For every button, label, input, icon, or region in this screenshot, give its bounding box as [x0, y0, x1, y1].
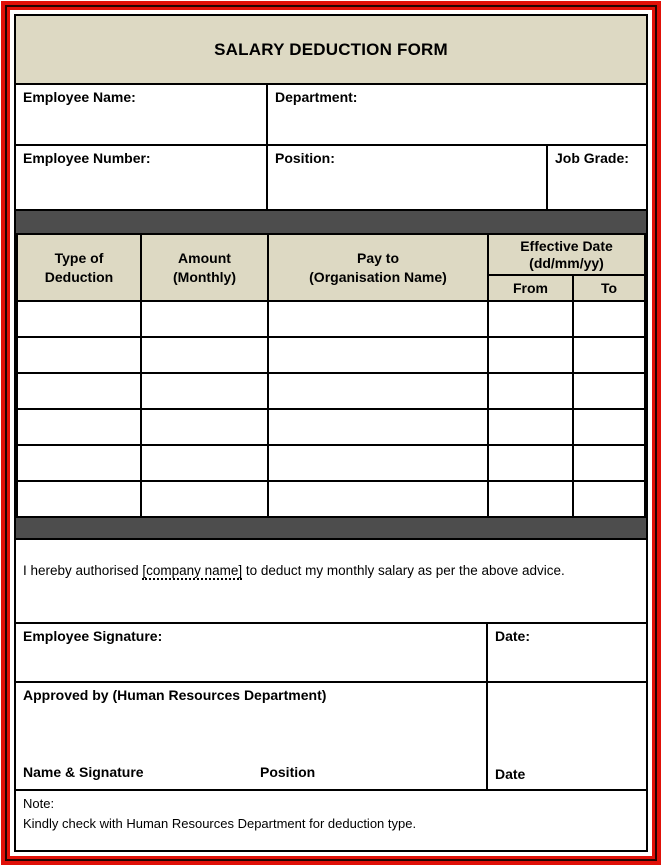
empty-cell[interactable]	[17, 301, 141, 337]
table-row	[17, 337, 645, 373]
table-row	[17, 445, 645, 481]
note-text: Kindly check with Human Resources Department for deduction type.	[23, 815, 417, 831]
employee-number-cell[interactable]	[16, 146, 268, 209]
empty-cell[interactable]	[573, 409, 645, 445]
empty-cell[interactable]	[488, 409, 573, 445]
empty-cell[interactable]	[141, 373, 268, 409]
employee-name-cell[interactable]	[16, 85, 268, 144]
employee-signature-cell[interactable]	[16, 624, 488, 681]
empty-cell[interactable]	[573, 337, 645, 373]
empty-cell[interactable]	[141, 337, 268, 373]
empty-cell[interactable]	[268, 301, 488, 337]
signature-row	[16, 624, 646, 683]
salary-deduction-form	[14, 14, 648, 852]
employee-signature-label: Employee Signature:	[23, 628, 163, 644]
empty-cell[interactable]	[17, 445, 141, 481]
empty-cell[interactable]	[573, 373, 645, 409]
empty-cell[interactable]	[17, 481, 141, 517]
employee-number-label: Employee Number:	[23, 150, 151, 166]
empty-cell[interactable]	[268, 481, 488, 517]
deduction-table	[16, 233, 646, 518]
empty-cell[interactable]	[488, 481, 573, 517]
empty-cell[interactable]	[141, 301, 268, 337]
approved-by-label: Approved by (Human Resources Department)	[23, 687, 327, 703]
empty-cell[interactable]	[17, 373, 141, 409]
department-cell[interactable]	[268, 85, 646, 144]
divider-bar-bottom	[16, 518, 646, 540]
position-cell[interactable]	[268, 146, 548, 209]
table-row	[17, 373, 645, 409]
empty-cell[interactable]	[268, 373, 488, 409]
authorization-text: I hereby authorised [company name] to deduct my monthly salary as per the above advice.	[23, 563, 565, 578]
approval-bottom-labels	[16, 764, 486, 782]
table-row	[17, 301, 645, 337]
company-name-placeholder[interactable]: [company name]	[142, 563, 243, 578]
divider-bar-top	[16, 211, 646, 233]
empty-cell[interactable]	[488, 373, 573, 409]
empty-cell[interactable]	[17, 337, 141, 373]
empty-cell[interactable]	[488, 445, 573, 481]
authorization-section	[16, 540, 646, 624]
empty-cell[interactable]	[17, 409, 141, 445]
employee-name-row	[16, 85, 646, 146]
table-row	[17, 481, 645, 517]
approval-cell[interactable]	[16, 683, 488, 789]
note-section	[16, 791, 646, 850]
col-header-amount-monthly: Amount (Monthly)	[141, 234, 268, 301]
outer-red-frame	[1, 1, 661, 865]
empty-cell[interactable]	[141, 409, 268, 445]
deduction-table-body	[17, 301, 645, 517]
empty-cell[interactable]	[488, 337, 573, 373]
approval-date-label: Date	[495, 766, 526, 782]
note-label: Note:	[23, 796, 55, 811]
empty-cell[interactable]	[488, 301, 573, 337]
col-header-to: To	[573, 275, 645, 301]
col-header-pay-to: Pay to (Organisation Name)	[268, 234, 488, 301]
approval-date-cell[interactable]	[488, 683, 646, 789]
job-grade-label: Job Grade:	[555, 150, 629, 166]
job-grade-cell[interactable]	[548, 146, 646, 209]
empty-cell[interactable]	[573, 301, 645, 337]
col-header-from: From	[488, 275, 573, 301]
signature-date-cell[interactable]	[488, 624, 646, 681]
employee-number-row	[16, 146, 646, 211]
col-header-type-of-deduction: Type of Deduction	[17, 234, 141, 301]
empty-cell[interactable]	[268, 337, 488, 373]
approval-row	[16, 683, 646, 791]
department-label: Department:	[275, 89, 358, 105]
signature-date-label: Date:	[495, 628, 531, 644]
employee-name-label: Employee Name:	[23, 89, 136, 105]
table-row	[17, 409, 645, 445]
empty-cell[interactable]	[141, 445, 268, 481]
empty-cell[interactable]	[268, 409, 488, 445]
approval-position-label: Position	[260, 764, 316, 780]
dark-frame-line	[5, 5, 657, 861]
inner-red-frame	[7, 7, 655, 859]
empty-cell[interactable]	[573, 481, 645, 517]
form-title-band	[16, 16, 646, 85]
empty-cell[interactable]	[268, 445, 488, 481]
empty-cell[interactable]	[141, 481, 268, 517]
name-signature-label: Name & Signature	[23, 764, 144, 780]
form-title: SALARY DEDUCTION FORM	[214, 39, 448, 59]
col-header-effective-date: Effective Date (dd/mm/yy)	[488, 234, 645, 275]
empty-cell[interactable]	[573, 445, 645, 481]
position-label: Position:	[275, 150, 335, 166]
